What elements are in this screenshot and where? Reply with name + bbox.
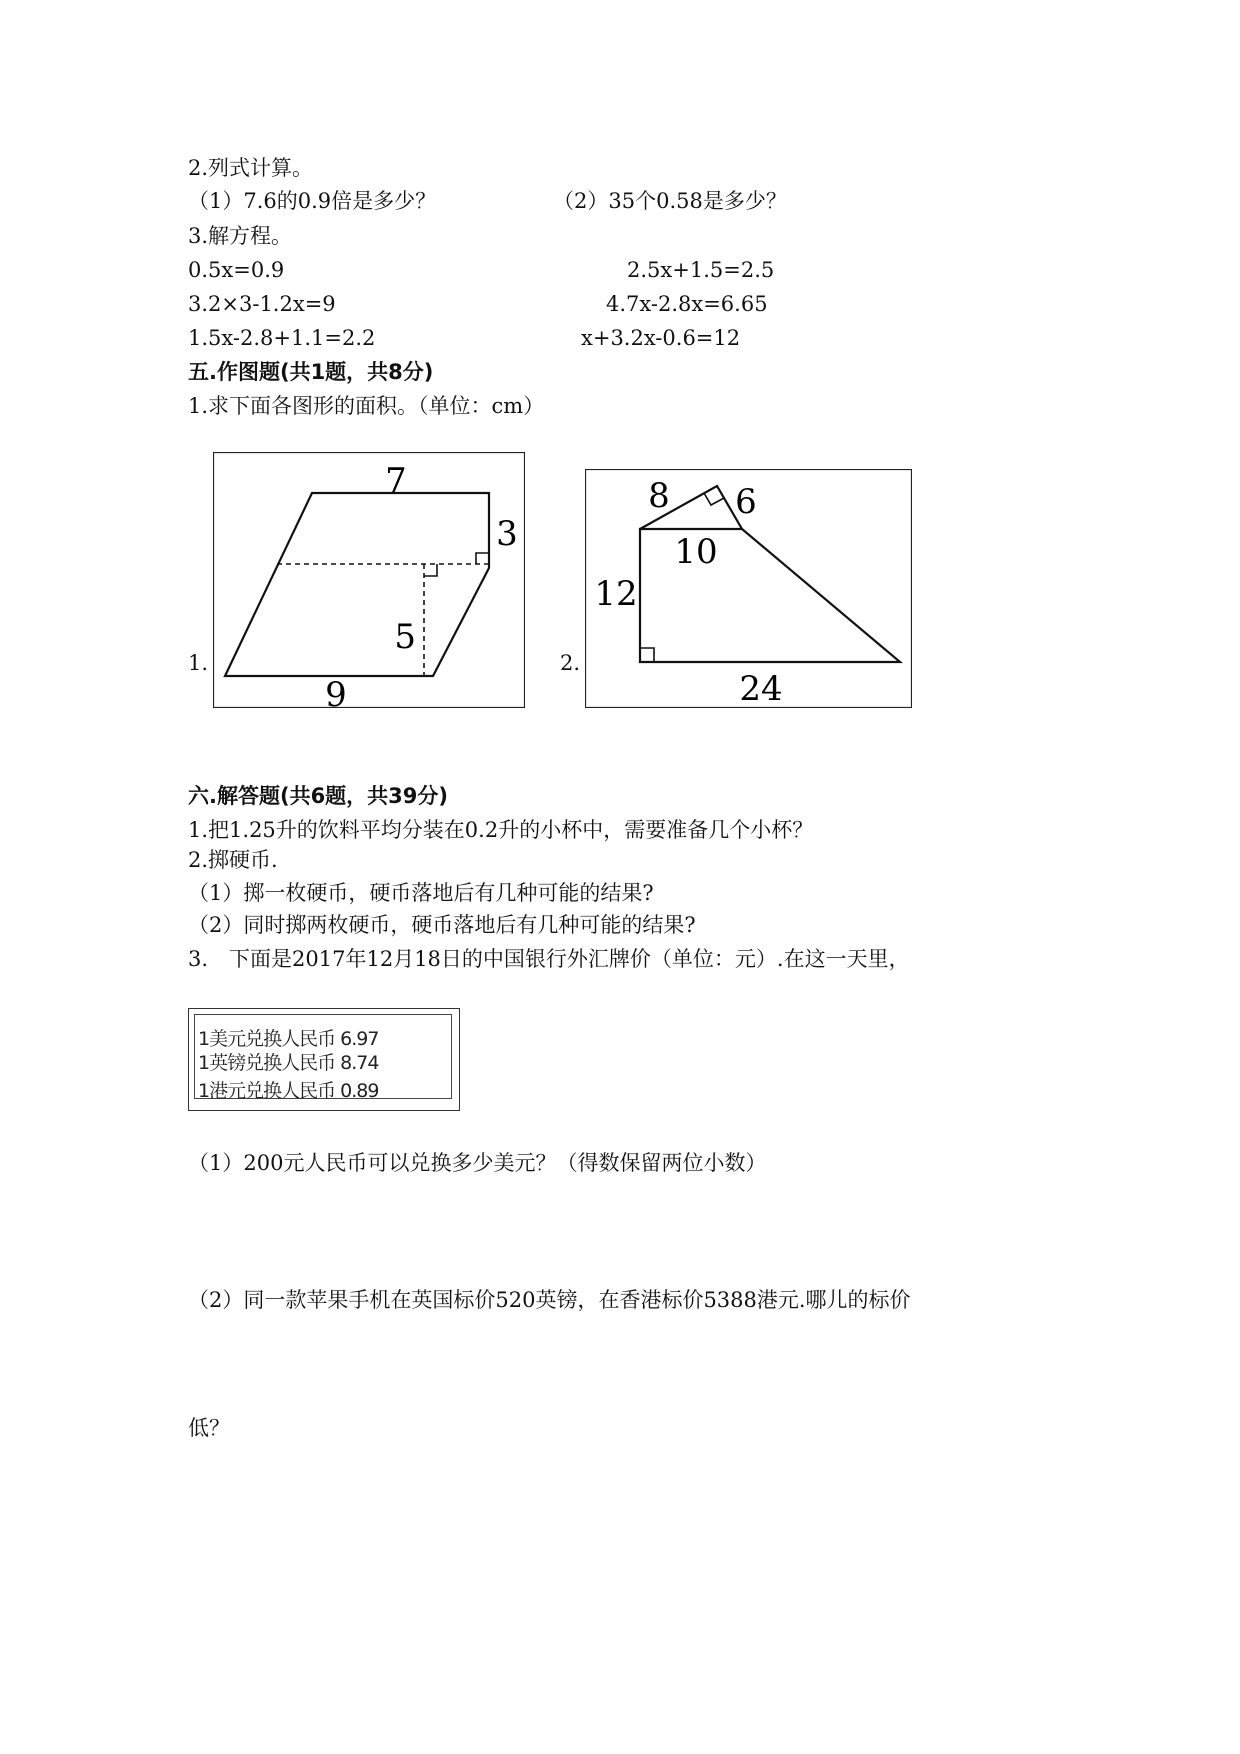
question-2-part-1: （1）7.6的0.9倍是多少？ [188, 189, 437, 213]
figure-1-height-label: 5 [394, 617, 416, 657]
equation-1: 0.5x=0.9 [188, 258, 285, 282]
section-6-question-1: 1.把1.25升的饮料平均分装在0.2升的小杯中，需要准备几个小杯？ [188, 818, 814, 842]
rate-gbp: 1英镑兑换人民币 8.74 [198, 1052, 379, 1074]
figure-2-label: 2. [560, 651, 581, 675]
figure-2-leg2-label: 6 [735, 482, 757, 522]
section-6-question-3-part-2-continued: 低？ [188, 1416, 230, 1440]
section-6-question-2-part-2: （2）同时掷两枚硬币，硬币落地后有几种可能的结果? [188, 913, 696, 937]
figure-2-leg1-label: 8 [648, 476, 670, 516]
equation-4: 4.7x-2.8x=6.65 [606, 292, 768, 316]
section-6-question-3: 3. 下面是2017年12月18日的中国银行外汇牌价（单位：元）.在这一天里， [188, 947, 910, 971]
section-6-question-3-part-2: （2）同一款苹果手机在英国标价520英镑，在香港标价5388港元.哪儿的标价 [188, 1288, 911, 1312]
section-5-question-1: 1.求下面各图形的面积。（单位：cm） [188, 394, 545, 418]
section-6-heading: 六.解答题(共6题，共39分) [188, 784, 449, 808]
figure-2-height-label: 12 [594, 574, 638, 614]
figure-1-side-label: 3 [496, 514, 518, 554]
section-5-heading: 五.作图题(共1题，共8分) [188, 360, 434, 384]
question-3-title: 3.解方程。 [188, 224, 293, 248]
equation-3: 3.2×3-1.2x=9 [188, 292, 336, 316]
figure-2-hyp-label: 10 [674, 532, 718, 572]
figure-1-label: 1. [188, 651, 209, 675]
figure-1-trapezoid [213, 452, 525, 713]
figure-1-top-label: 7 [385, 461, 407, 501]
figure-2-composite [585, 469, 912, 713]
rate-hkd: 1港元兑换人民币 0.89 [198, 1080, 379, 1102]
equation-2: 2.5x+1.5=2.5 [627, 258, 775, 282]
figure-2-bottom-label: 24 [739, 669, 783, 708]
question-2-part-2: （2）35个0.58是多少？ [553, 189, 787, 213]
exchange-rate-table [188, 1008, 460, 1111]
section-6-question-2-part-1: （1）掷一枚硬币，硬币落地后有几种可能的结果? [188, 881, 654, 905]
rate-usd: 1美元兑换人民币 6.97 [198, 1028, 379, 1050]
equation-5: 1.5x-2.8+1.1=2.2 [188, 326, 376, 350]
section-6-question-2-title: 2.掷硬币. [188, 848, 278, 872]
question-2-title: 2.列式计算。 [188, 156, 314, 180]
equation-6: x+3.2x-0.6=12 [581, 326, 741, 350]
figure-1-bottom-label: 9 [325, 675, 347, 708]
section-6-question-3-part-1: （1）200元人民币可以兑换多少美元？（得数保留两位小数） [188, 1151, 767, 1175]
